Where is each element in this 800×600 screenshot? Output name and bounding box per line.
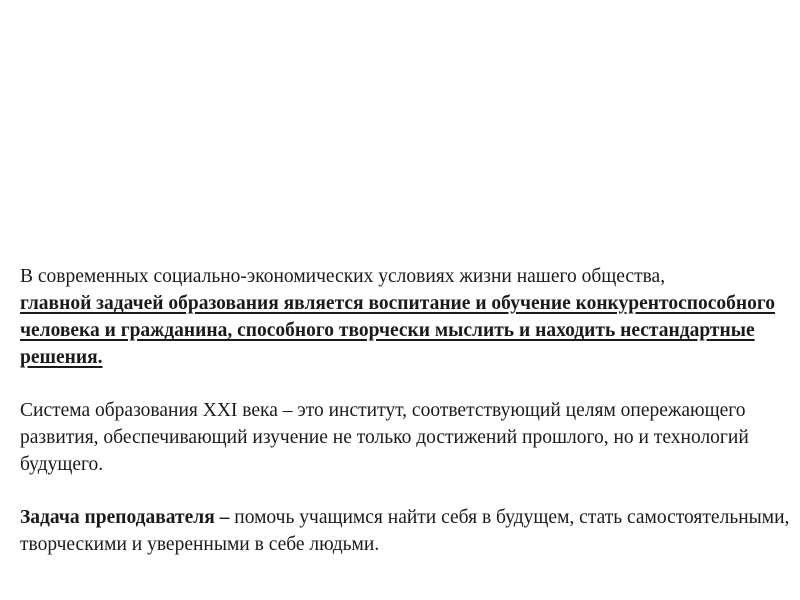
- paragraph-lead-text: В современных социально-экономических условиях жизни нашего общества,: [20, 266, 666, 287]
- slide-text-body: [20, 263, 790, 558]
- education-system-text: Система образования XXI века – это институт, соответствующий целям опережающего развития, обеспечивающий изучение не только достижений прошлого, но и технологий будущего.: [20, 400, 749, 475]
- paragraph-education-goal: [20, 263, 790, 371]
- emphasized-goal-text: главной задачей образования является воспитание и обучение конкурентоспособного человека и гражданина, способного творчески мыслить и находить нестандартные решения.: [20, 293, 775, 368]
- paragraph-education-system: [20, 397, 790, 478]
- teacher-task-heading: Задача преподавателя –: [20, 507, 230, 528]
- paragraph-teacher-task: [20, 504, 790, 558]
- teacher-task-text: помочь учащимся найти себя в будущем, стать самостоятельными, творческими и уверенными в себе людьми.: [20, 507, 790, 555]
